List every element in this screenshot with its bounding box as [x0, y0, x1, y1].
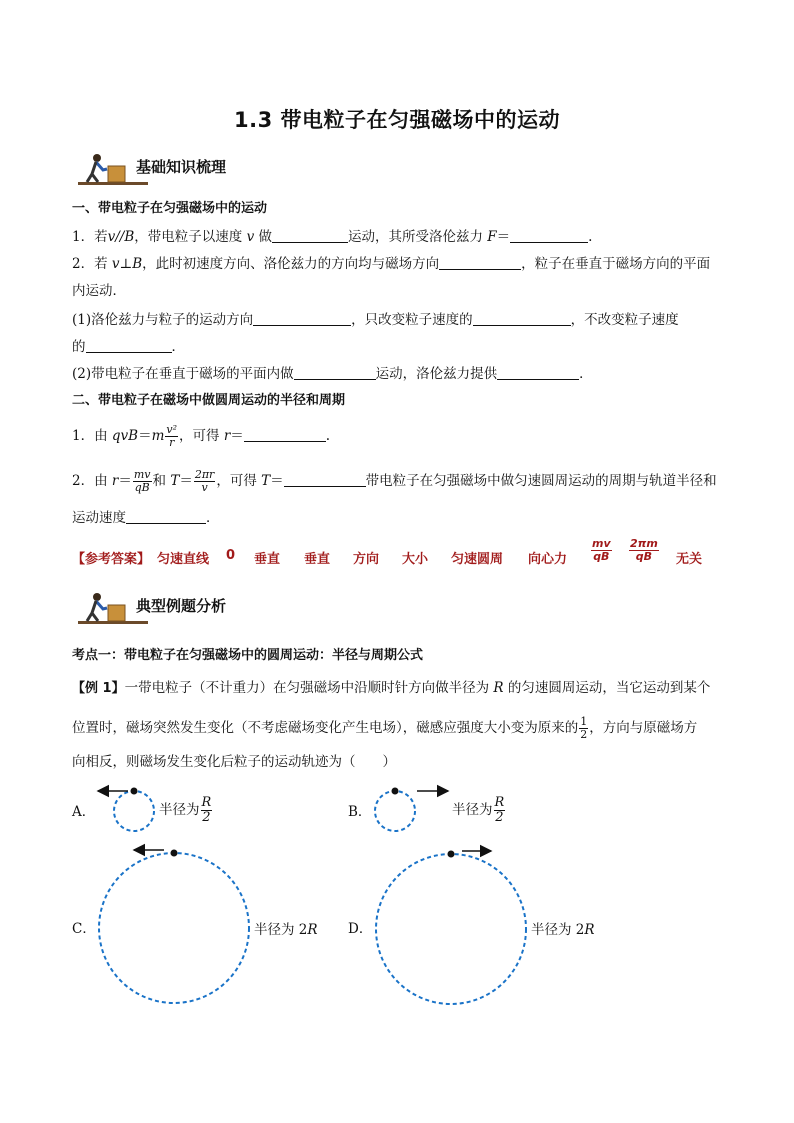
subheading-2: 二、带电粒子在磁场中做圆周运动的半径和周期 [72, 393, 346, 408]
question-line-1: 1．若v//B，带电粒子以速度 v 做 运动，其所受洛伦兹力 F＝ . [72, 229, 593, 245]
option-b-trajectory [375, 791, 415, 831]
answer-item: 0 [226, 548, 236, 563]
option-c-label[interactable]: C． [72, 921, 96, 937]
topic-heading: 考点一：带电粒子在匀强磁场中的圆周运动：半径与周期公式 [72, 648, 424, 663]
question-line-2b: 内运动． [72, 283, 126, 299]
particle-dot [131, 788, 138, 795]
example-line-1: 【例 1】一带电粒子（不计重力）在匀强磁场中沿顺时针方向做半径为 R 的匀速圆周运动，当它运动到某个 [72, 680, 711, 696]
answer-item: 匀速圆周 [451, 552, 504, 567]
answer-fraction: $\frac{2\pi m}{qB}$ [630, 537, 658, 563]
answer-item: 大小 [402, 552, 429, 567]
section-heading-text: 基础知识梳理 [136, 158, 227, 176]
answer-item: 匀速直线 [157, 552, 210, 567]
answer-fraction: $\frac{mv}{qB}$ [592, 537, 611, 563]
question-line-7: 运动速度 ． [72, 510, 220, 526]
example-line-3: 向相反，则磁场发生变化后粒子的运动轨迹为（ ） [72, 754, 396, 770]
answer-item: 方向 [353, 552, 380, 567]
section-heading-text: 典型例题分析 [136, 597, 227, 615]
particle-dot [448, 851, 455, 858]
particle-dot [392, 788, 399, 795]
option-c-radius: 半径为 2R [254, 922, 318, 938]
option-b-radius: 半径为 $\frac{R}{2}$ [452, 795, 505, 825]
answer-item: 垂直 [254, 552, 281, 567]
option-d-trajectory [376, 854, 526, 1004]
question-line-3: (1)洛伦兹力与粒子的运动方向 ，只改变粒子速度的 ，不改变粒子速度 [72, 312, 679, 328]
answer-item: 无关 [676, 552, 703, 567]
question-line-5: 1．由 qvB＝m $\frac{\text{v²}}{r}$ ，可得 r＝ . [72, 423, 331, 449]
answer-item: 向心力 [528, 552, 568, 567]
question-line-3b: 的 ． [72, 339, 185, 355]
option-a-label[interactable]: A． [72, 804, 96, 820]
option-a-trajectory [114, 791, 154, 831]
option-d-radius: 半径为 2R [531, 922, 595, 938]
subheading-1: 一、带电粒子在匀强磁场中的运动 [72, 201, 268, 216]
option-b-label[interactable]: B． [348, 804, 372, 820]
option-d-label[interactable]: D． [348, 921, 373, 937]
answer-item: 垂直 [304, 552, 331, 567]
option-c-trajectory [99, 853, 249, 1003]
page-title: 1.3 带电粒子在匀强磁场中的运动 [233, 108, 560, 132]
question-line-2: 2．若 v⊥B，此时初速度方向、洛伦兹力的方向均与磁场方向 ，粒子在垂直于磁场方向的平面 [72, 256, 711, 272]
example-line-2: 位置时，磁场突然发生变化（不考虑磁场变化产生电场），磁感应强度大小变为原来的 $\frac{1}{2}$ ，方向与原磁场方 [72, 715, 698, 741]
option-a-radius: 半径为 $\frac{R}{2}$ [159, 795, 212, 825]
particle-dot [171, 850, 178, 857]
answer-label: 【参考答案】 [72, 552, 151, 567]
question-line-6: 2．由 r＝ $\frac{mv}{qB}$ 和 T＝ $\frac{2\pi r}{v}$ ，可得 T＝ 带电粒子在匀强磁场中做匀速圆周运动的周期与轨道半径和 [72, 468, 717, 494]
question-line-4: (2)带电粒子在垂直于磁场的平面内做 运动，洛伦兹力提供 ． [72, 366, 593, 382]
